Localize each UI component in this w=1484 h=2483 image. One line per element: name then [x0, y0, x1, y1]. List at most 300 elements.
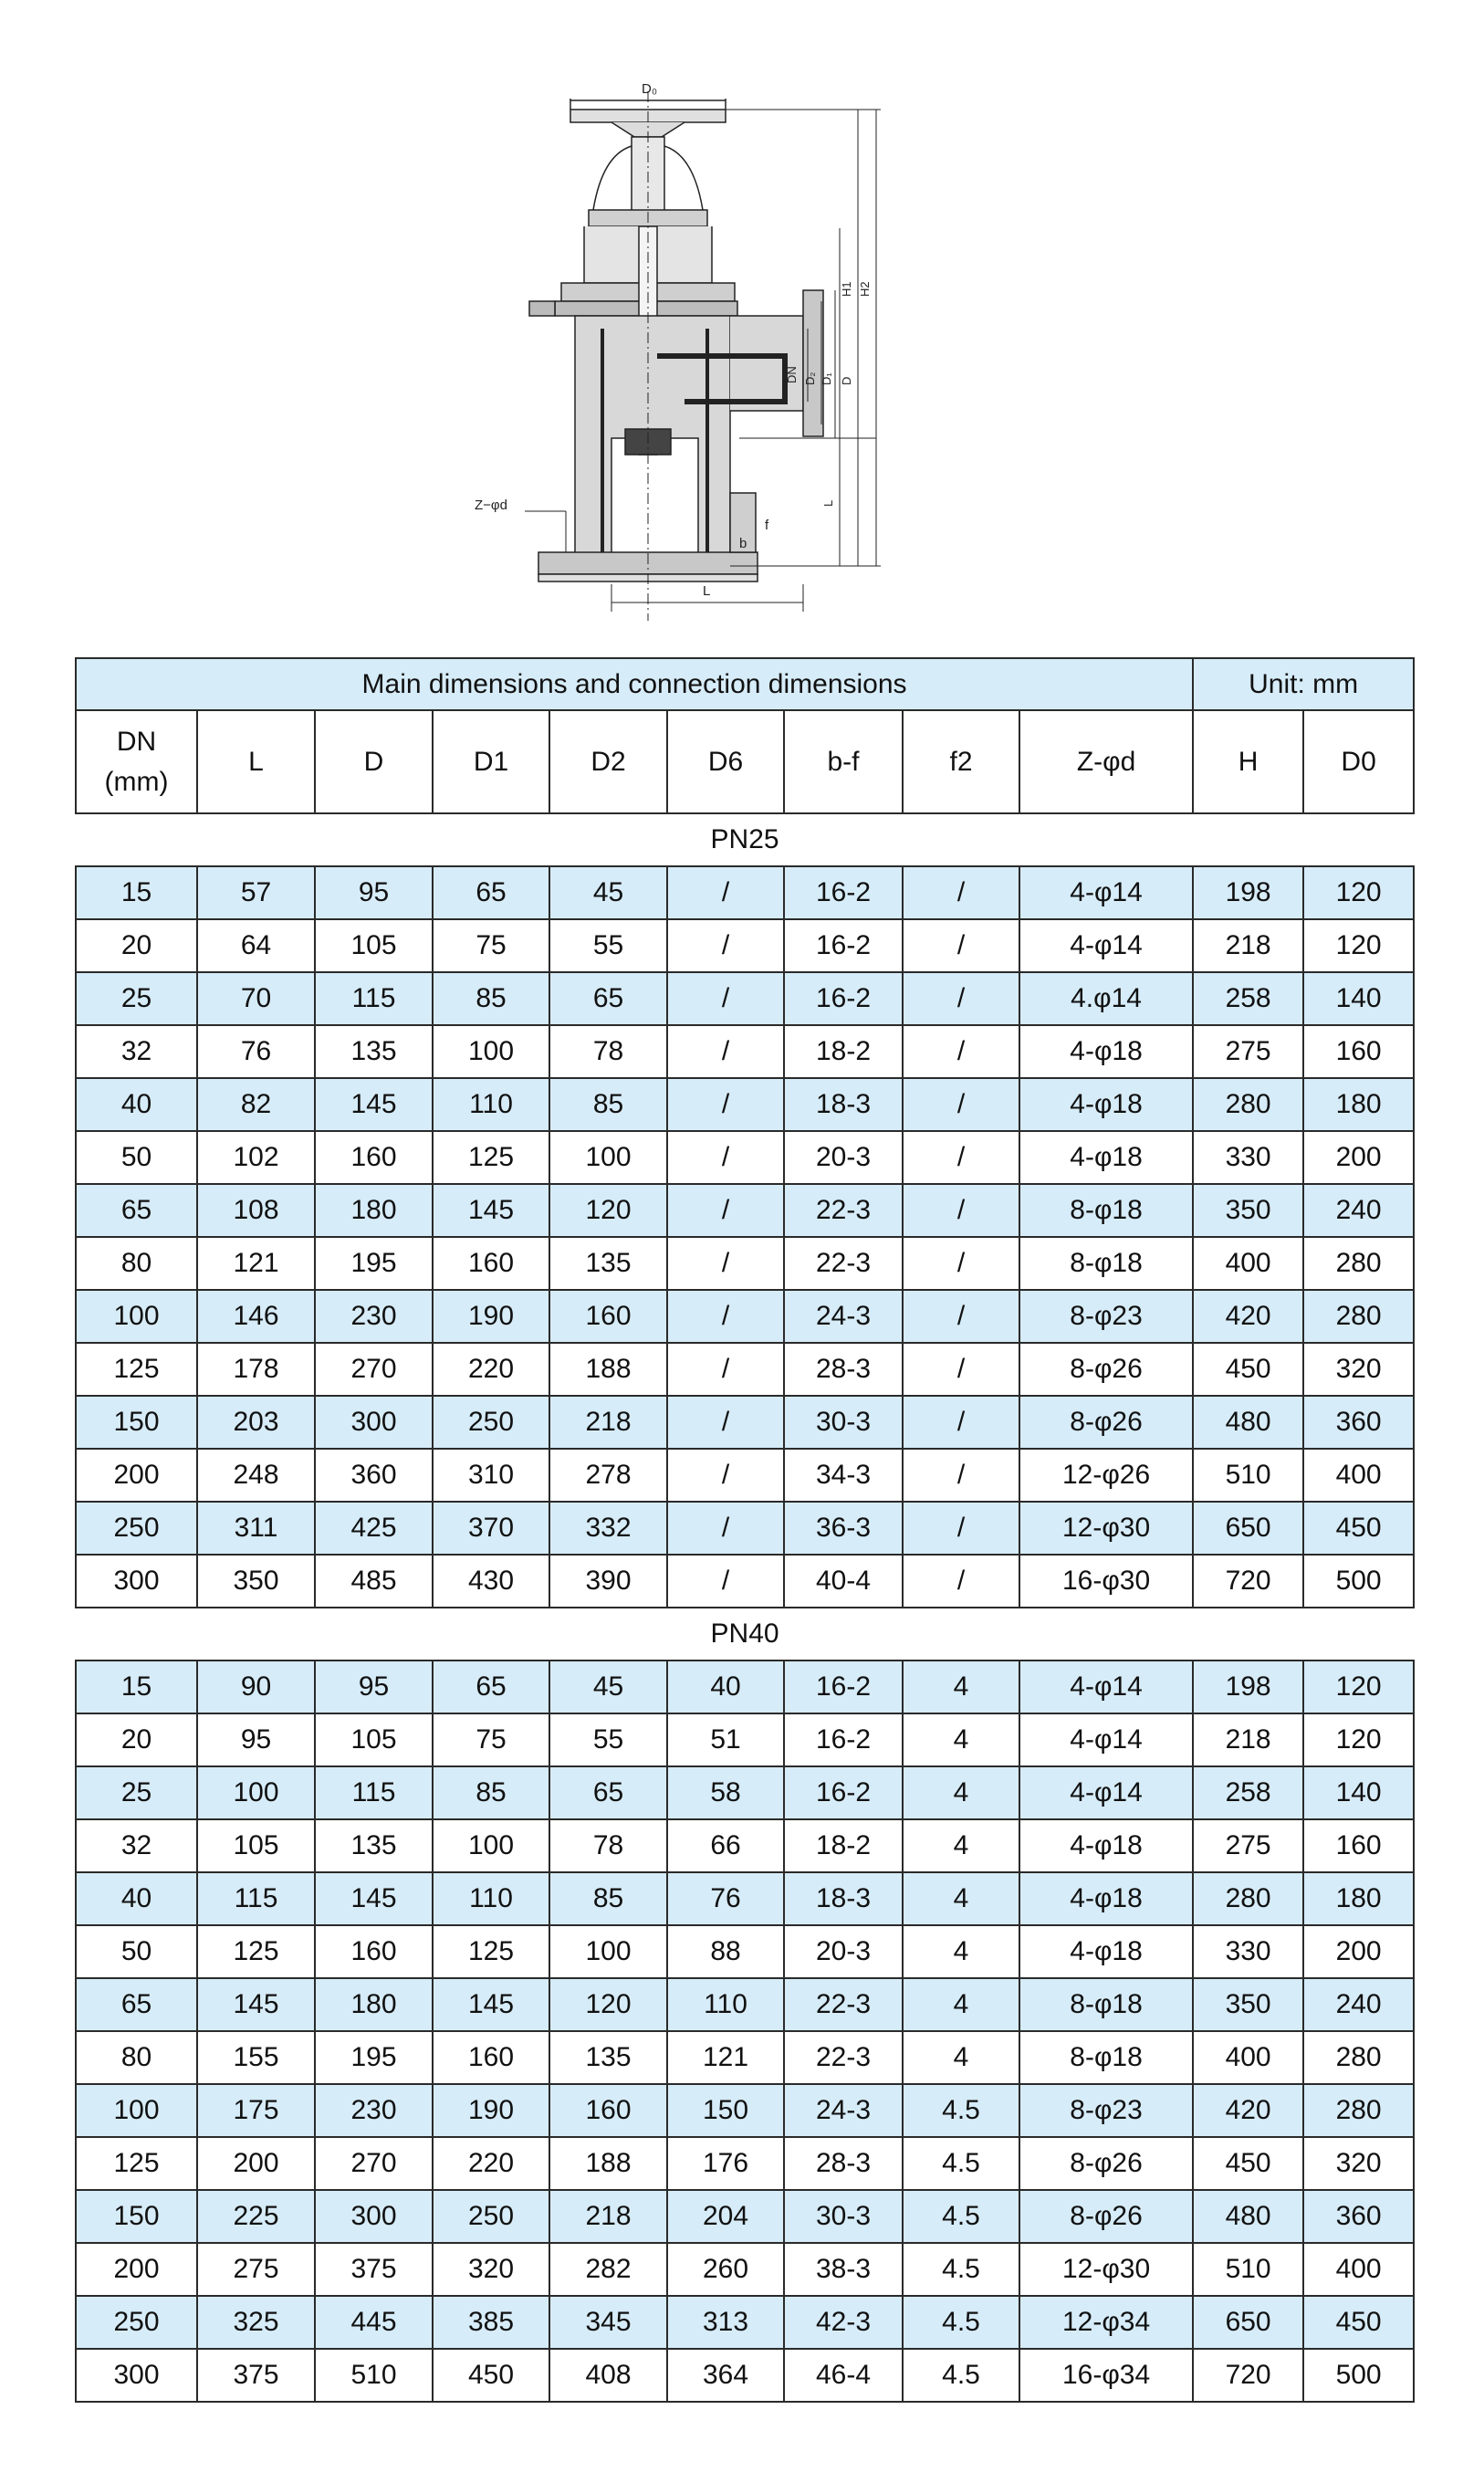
table-row [76, 1872, 1414, 1925]
table-cell: / [903, 972, 1019, 1025]
table-cell: 145 [197, 1978, 315, 2031]
label-h1: H1 [840, 281, 853, 297]
table-cell: 25 [76, 1766, 197, 1819]
table-cell: 8-φ26 [1019, 2137, 1193, 2190]
table-cell: / [903, 1555, 1019, 1608]
table-cell: 430 [433, 1555, 549, 1608]
table-cell: 240 [1303, 1184, 1414, 1237]
table-cell: 180 [315, 1978, 433, 2031]
table-cell: 220 [433, 2137, 549, 2190]
column-header: D6 [667, 710, 784, 813]
label-d0: D₀ [642, 81, 658, 97]
table-row [76, 1661, 1414, 1713]
table-row [76, 1290, 1414, 1343]
table-row [76, 1555, 1414, 1608]
column-header: Z-φd [1019, 710, 1193, 813]
table-cell: / [667, 1131, 784, 1184]
table-cell: 100 [549, 1131, 667, 1184]
table-cell: 4 [903, 1819, 1019, 1872]
section-row [76, 1608, 1414, 1661]
table-cell: 720 [1193, 1555, 1303, 1608]
table-cell: 218 [549, 2190, 667, 2243]
table-cell: 75 [433, 919, 549, 972]
table-cell: 311 [197, 1502, 315, 1555]
column-header: D0 [1303, 710, 1414, 813]
label-z: Z−φd [475, 498, 507, 513]
table-cell: 110 [433, 1078, 549, 1131]
table-cell: 160 [433, 2031, 549, 2084]
table-row [76, 1078, 1414, 1131]
table-body [76, 813, 1414, 2402]
table-cell: 140 [1303, 1766, 1414, 1819]
table-cell: 230 [315, 2084, 433, 2137]
table-cell: 250 [433, 2190, 549, 2243]
table-cell: 204 [667, 2190, 784, 2243]
table-cell: 240 [1303, 1978, 1414, 2031]
table-cell: 198 [1193, 866, 1303, 919]
table-cell: 120 [1303, 1661, 1414, 1713]
table-cell: 450 [433, 2349, 549, 2402]
table-cell: 85 [549, 1872, 667, 1925]
table-cell: 450 [1193, 2137, 1303, 2190]
table-cell: 160 [433, 1237, 549, 1290]
table-cell: 125 [197, 1925, 315, 1978]
table-cell: 32 [76, 1025, 197, 1078]
table-row [76, 972, 1414, 1025]
table-cell: 58 [667, 1766, 784, 1819]
table-cell: 100 [76, 1290, 197, 1343]
table-row [76, 1184, 1414, 1237]
table-row [76, 2137, 1414, 2190]
table-cell: 320 [1303, 1343, 1414, 1396]
table-cell: 51 [667, 1713, 784, 1766]
table-cell: 16-2 [784, 1766, 903, 1819]
table-cell: 175 [197, 2084, 315, 2137]
table-cell: 250 [76, 1502, 197, 1555]
table-cell: / [667, 1502, 784, 1555]
table-cell: 145 [315, 1872, 433, 1925]
table-cell: 135 [549, 2031, 667, 2084]
table-cell: 360 [315, 1449, 433, 1502]
table-cell: / [667, 1290, 784, 1343]
table-cell: 4-φ14 [1019, 866, 1193, 919]
table-cell: 102 [197, 1131, 315, 1184]
table-cell: 65 [433, 866, 549, 919]
table-cell: 120 [1303, 866, 1414, 919]
table-cell: 105 [315, 1713, 433, 1766]
table-cell: 320 [1303, 2137, 1414, 2190]
table-cell: 12-φ30 [1019, 2243, 1193, 2296]
table-cell: 100 [76, 2084, 197, 2137]
table-cell: 4 [903, 1713, 1019, 1766]
table-row [76, 1502, 1414, 1555]
table-cell: 125 [433, 1131, 549, 1184]
table-cell: 32 [76, 1819, 197, 1872]
table-cell: 20 [76, 1713, 197, 1766]
table-cell: 100 [197, 1766, 315, 1819]
table-cell: 8-φ26 [1019, 1343, 1193, 1396]
table-cell: 110 [433, 1872, 549, 1925]
table-cell: 480 [1193, 1396, 1303, 1449]
table-cell: 45 [549, 1661, 667, 1713]
label-h2: H2 [858, 281, 872, 297]
table-cell: 350 [197, 1555, 315, 1608]
table-title: Main dimensions and connection dimensions [76, 658, 1193, 710]
table-cell: 150 [76, 2190, 197, 2243]
table-cell: 80 [76, 1237, 197, 1290]
table-cell: 160 [549, 1290, 667, 1343]
table-cell: / [667, 1449, 784, 1502]
table-cell: 115 [197, 1872, 315, 1925]
table-cell: 178 [197, 1343, 315, 1396]
table-cell: 390 [549, 1555, 667, 1608]
table-cell: / [903, 1502, 1019, 1555]
table-cell: 4 [903, 1978, 1019, 2031]
table-cell: 280 [1303, 1290, 1414, 1343]
table-cell: 95 [315, 866, 433, 919]
table-cell: 8-φ26 [1019, 2190, 1193, 2243]
table-cell: 76 [197, 1025, 315, 1078]
table-cell: 146 [197, 1290, 315, 1343]
table-row [76, 2296, 1414, 2349]
column-header: L [197, 710, 315, 813]
table-cell: 125 [76, 1343, 197, 1396]
table-cell: 66 [667, 1819, 784, 1872]
table-cell: 4 [903, 1766, 1019, 1819]
label-d1: D₁ [820, 372, 833, 385]
table-cell: 198 [1193, 1661, 1303, 1713]
table-cell: 180 [1303, 1872, 1414, 1925]
table-cell: 275 [1193, 1025, 1303, 1078]
label-d: D [840, 376, 853, 385]
table-cell: 250 [433, 1396, 549, 1449]
table-cell: 16-2 [784, 866, 903, 919]
table-cell: 105 [197, 1819, 315, 1872]
table-cell: 18-3 [784, 1872, 903, 1925]
table-cell: 400 [1303, 2243, 1414, 2296]
table-cell: 12-φ26 [1019, 1449, 1193, 1502]
table-cell: 16-φ34 [1019, 2349, 1193, 2402]
table-row [76, 1237, 1414, 1290]
table-cell: 4-φ14 [1019, 1766, 1193, 1819]
table-cell: 375 [197, 2349, 315, 2402]
table-cell: 40 [667, 1661, 784, 1713]
table-cell: 78 [549, 1819, 667, 1872]
table-cell: / [667, 1237, 784, 1290]
table-cell: / [903, 1396, 1019, 1449]
table-cell: 450 [1193, 1343, 1303, 1396]
table-cell: 85 [433, 1766, 549, 1819]
table-cell: 76 [667, 1872, 784, 1925]
table-cell: 121 [197, 1237, 315, 1290]
table-row [76, 866, 1414, 919]
table-row [76, 2031, 1414, 2084]
table-cell: 510 [1193, 1449, 1303, 1502]
table-cell: 200 [76, 2243, 197, 2296]
table-cell: 200 [1303, 1131, 1414, 1184]
table-cell: 200 [76, 1449, 197, 1502]
table-cell: 300 [76, 1555, 197, 1608]
table-cell: 445 [315, 2296, 433, 2349]
table-cell: 40-4 [784, 1555, 903, 1608]
table-cell: 480 [1193, 2190, 1303, 2243]
table-cell: 145 [315, 1078, 433, 1131]
table-cell: 75 [433, 1713, 549, 1766]
table-cell: 4 [903, 1925, 1019, 1978]
table-cell: 145 [433, 1184, 549, 1237]
table-cell: 8-φ18 [1019, 1978, 1193, 2031]
table-cell: 385 [433, 2296, 549, 2349]
table-cell: 345 [549, 2296, 667, 2349]
table-cell: 720 [1193, 2349, 1303, 2402]
table-cell: 120 [1303, 919, 1414, 972]
table-cell: 195 [315, 2031, 433, 2084]
column-header: D [315, 710, 433, 813]
table-cell: 280 [1303, 2031, 1414, 2084]
label-dn: DN [785, 366, 799, 383]
column-header: D1 [433, 710, 549, 813]
table-cell: 15 [76, 866, 197, 919]
table-row [76, 2243, 1414, 2296]
table-cell: 55 [549, 919, 667, 972]
table-cell: 105 [315, 919, 433, 972]
table-cell: 121 [667, 2031, 784, 2084]
table-cell: / [667, 1025, 784, 1078]
table-cell: / [903, 1025, 1019, 1078]
table-cell: 220 [433, 1343, 549, 1396]
table-cell: 120 [1303, 1713, 1414, 1766]
table-cell: 46-4 [784, 2349, 903, 2402]
table-cell: 4.5 [903, 2349, 1019, 2402]
table-cell: 135 [549, 1237, 667, 1290]
table-cell: 80 [76, 2031, 197, 2084]
table-cell: 12-φ34 [1019, 2296, 1193, 2349]
table-cell: 218 [1193, 919, 1303, 972]
table-cell: 4-φ18 [1019, 1131, 1193, 1184]
table-cell: / [667, 972, 784, 1025]
table-cell: 280 [1193, 1872, 1303, 1925]
table-cell: 30-3 [784, 2190, 903, 2243]
table-cell: 280 [1303, 2084, 1414, 2137]
table-cell: 4.5 [903, 2296, 1019, 2349]
table-cell: 65 [549, 972, 667, 1025]
table-cell: 4-φ14 [1019, 1661, 1193, 1713]
table-cell: / [903, 1237, 1019, 1290]
table-cell: / [667, 1396, 784, 1449]
table-cell: 65 [549, 1766, 667, 1819]
table-row [76, 1819, 1414, 1872]
table-cell: 100 [549, 1925, 667, 1978]
table-cell: 12-φ30 [1019, 1502, 1193, 1555]
table-cell: 90 [197, 1661, 315, 1713]
table-cell: 42-3 [784, 2296, 903, 2349]
table-cell: 50 [76, 1131, 197, 1184]
table-cell: 110 [667, 1978, 784, 2031]
table-cell: 40 [76, 1872, 197, 1925]
table-cell: 20 [76, 919, 197, 972]
table-cell: / [667, 866, 784, 919]
table-row [76, 1713, 1414, 1766]
table-cell: / [903, 866, 1019, 919]
table-cell: 280 [1193, 1078, 1303, 1131]
table-cell: 16-2 [784, 919, 903, 972]
table-cell: 85 [433, 972, 549, 1025]
table-cell: 325 [197, 2296, 315, 2349]
table-cell: 64 [197, 919, 315, 972]
table-cell: / [903, 1449, 1019, 1502]
table-cell: 280 [1303, 1237, 1414, 1290]
table-cell: 70 [197, 972, 315, 1025]
table-cell: 57 [197, 866, 315, 919]
table-cell: 16-2 [784, 1661, 903, 1713]
column-header: H [1193, 710, 1303, 813]
table-cell: 140 [1303, 972, 1414, 1025]
table-cell: 20-3 [784, 1925, 903, 1978]
label-l-bottom: L [703, 583, 711, 599]
table-cell: 25 [76, 972, 197, 1025]
table-row [76, 1396, 1414, 1449]
table-cell: / [667, 1078, 784, 1131]
table-cell: 195 [315, 1237, 433, 1290]
table-cell: 85 [549, 1078, 667, 1131]
column-header: b-f [784, 710, 903, 813]
table-cell: 500 [1303, 2349, 1414, 2402]
table-cell: 135 [315, 1025, 433, 1078]
table-cell: 450 [1303, 2296, 1414, 2349]
table-cell: 100 [433, 1819, 549, 1872]
table-row [76, 2349, 1414, 2402]
table-cell: 4-φ18 [1019, 1025, 1193, 1078]
table-cell: 350 [1193, 1978, 1303, 2031]
table-cell: 4-φ18 [1019, 1872, 1193, 1925]
table-cell: 115 [315, 972, 433, 1025]
table-cell: 160 [1303, 1025, 1414, 1078]
table-cell: 108 [197, 1184, 315, 1237]
table-cell: 8-φ18 [1019, 1184, 1193, 1237]
table-cell: 4-φ18 [1019, 1819, 1193, 1872]
table-cell: 4-φ14 [1019, 919, 1193, 972]
table-cell: 82 [197, 1078, 315, 1131]
table-row [76, 1978, 1414, 2031]
table-row [76, 1449, 1414, 1502]
table-cell: 88 [667, 1925, 784, 1978]
table-cell: 275 [197, 2243, 315, 2296]
table-cell: 364 [667, 2349, 784, 2402]
table-cell: 4.5 [903, 2190, 1019, 2243]
table-cell: 8-φ26 [1019, 1396, 1193, 1449]
table-cell: 260 [667, 2243, 784, 2296]
table-cell: 250 [76, 2296, 197, 2349]
table-cell: 200 [1303, 1925, 1414, 1978]
table-cell: 370 [433, 1502, 549, 1555]
table-cell: 115 [315, 1766, 433, 1819]
table-cell: 16-φ30 [1019, 1555, 1193, 1608]
table-cell: 4 [903, 1872, 1019, 1925]
table-cell: 190 [433, 2084, 549, 2137]
table-cell: 120 [549, 1184, 667, 1237]
table-row [76, 1766, 1414, 1819]
table-cell: 258 [1193, 972, 1303, 1025]
table-cell: 330 [1193, 1925, 1303, 1978]
table-cell: 320 [433, 2243, 549, 2296]
table-cell: 4-φ18 [1019, 1078, 1193, 1131]
table-cell: 4-φ14 [1019, 1713, 1193, 1766]
table-cell: / [903, 1131, 1019, 1184]
table-cell: 278 [549, 1449, 667, 1502]
table-cell: 16-2 [784, 1713, 903, 1766]
table-title-row [76, 658, 1414, 710]
table-cell: 40 [76, 1078, 197, 1131]
table-cell: 650 [1193, 2296, 1303, 2349]
table-cell: 50 [76, 1925, 197, 1978]
table-cell: 300 [315, 2190, 433, 2243]
table-cell: 300 [76, 2349, 197, 2402]
table-cell: 78 [549, 1025, 667, 1078]
table-cell: 218 [549, 1396, 667, 1449]
table-cell: / [667, 1343, 784, 1396]
table-cell: 225 [197, 2190, 315, 2243]
table-cell: / [667, 1555, 784, 1608]
table-cell: 38-3 [784, 2243, 903, 2296]
table-cell: 8-φ23 [1019, 1290, 1193, 1343]
table-cell: 65 [433, 1661, 549, 1713]
table-cell: 34-3 [784, 1449, 903, 1502]
table-cell: 18-2 [784, 1819, 903, 1872]
table-cell: 125 [76, 2137, 197, 2190]
table-cell: 510 [1193, 2243, 1303, 2296]
table-cell: 22-3 [784, 1978, 903, 2031]
table-cell: 310 [433, 1449, 549, 1502]
table-cell: 22-3 [784, 1237, 903, 1290]
table-cell: 28-3 [784, 1343, 903, 1396]
table-cell: 203 [197, 1396, 315, 1449]
table-cell: 24-3 [784, 1290, 903, 1343]
table-cell: / [667, 919, 784, 972]
table-cell: 18-2 [784, 1025, 903, 1078]
table-cell: 360 [1303, 1396, 1414, 1449]
dimensions-table [75, 657, 1415, 2403]
table-cell: / [667, 1184, 784, 1237]
table-cell: 150 [76, 1396, 197, 1449]
table-cell: 120 [549, 1978, 667, 2031]
table-cell: 650 [1193, 1502, 1303, 1555]
table-cell: 270 [315, 2137, 433, 2190]
table-cell: 150 [667, 2084, 784, 2137]
table-cell: 450 [1303, 1502, 1414, 1555]
table-cell: / [903, 1290, 1019, 1343]
table-cell: 420 [1193, 1290, 1303, 1343]
table-cell: 485 [315, 1555, 433, 1608]
table-cell: 15 [76, 1661, 197, 1713]
table-cell: 408 [549, 2349, 667, 2402]
label-d2: D₂ [803, 372, 817, 385]
table-cell: 22-3 [784, 1184, 903, 1237]
table-cell: 65 [76, 1978, 197, 2031]
table-cell: 230 [315, 1290, 433, 1343]
table-cell: 18-3 [784, 1078, 903, 1131]
label-l-right: L [821, 499, 835, 507]
table-cell: 4 [903, 1661, 1019, 1713]
table-row [76, 1925, 1414, 1978]
table-cell: 420 [1193, 2084, 1303, 2137]
table-cell: 160 [549, 2084, 667, 2137]
column-header: f2 [903, 710, 1019, 813]
table-cell: 95 [197, 1713, 315, 1766]
column-header: D2 [549, 710, 667, 813]
table-cell: 20-3 [784, 1131, 903, 1184]
table-cell: 300 [315, 1396, 433, 1449]
table-cell: 28-3 [784, 2137, 903, 2190]
